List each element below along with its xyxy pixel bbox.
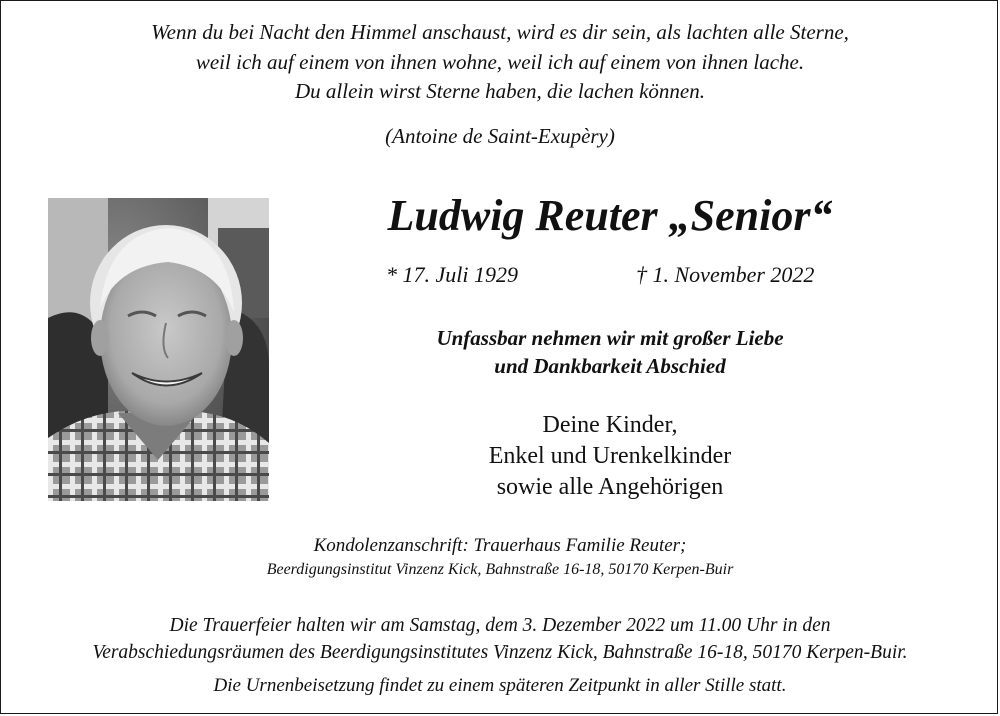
- farewell-message: [330, 324, 890, 380]
- quote-line: Du allein wirst Sterne haben, die lachen können.: [294, 79, 705, 103]
- service-line: Die Trauerfeier halten wir am Samstag, dem 3. Dezember 2022 um 11.00 Uhr in den: [169, 615, 831, 636]
- farewell-line: Unfassbar nehmen wir mit großer Liebe: [436, 326, 784, 350]
- opening-quote: [0, 18, 1000, 107]
- portrait-photo: [48, 198, 269, 501]
- death-date: † 1. November 2022: [636, 262, 815, 287]
- portrait-illustration: [48, 198, 269, 501]
- deceased-name: Ludwig Reuter „Senior“: [387, 191, 833, 240]
- birth-date: * 17. Juli 1929: [386, 262, 518, 287]
- family-line: Deine Kinder,: [542, 412, 678, 438]
- quote-line: weil ich auf einem von ihnen wohne, weil ich auf einem von ihnen lache.: [195, 49, 805, 74]
- quote-line: Wenn du bei Nacht den Himmel anschaust, wird es dir sein, als lachten alle Sterne,: [151, 20, 849, 44]
- family-line: Enkel und Urenkelkinder: [488, 443, 732, 469]
- urn-burial-note: Die Urnenbeisetzung findet zu einem späteren Zeitpunkt in aller Stille statt.: [213, 675, 787, 696]
- quote-author: (Antoine de Saint-Exupèry): [385, 124, 615, 148]
- service-line: Verabschiedungsräumen des Beerdigungsinstitutes Vinzenz Kick, Bahnstraße 16-18, 50170 Kerpen-Buir.: [92, 642, 908, 663]
- family-signature: [330, 410, 890, 503]
- family-line: sowie alle Angehörigen: [496, 474, 724, 500]
- funeral-home-address: Beerdigungsinstitut Vinzenz Kick, Bahnstraße 16-18, 50170 Kerpen-Buir: [266, 561, 734, 578]
- farewell-line: und Dankbarkeit Abschied: [494, 354, 726, 378]
- service-announcement: [0, 612, 1000, 666]
- condolence-address: Kondolenzanschrift: Trauerhaus Familie Reuter;: [313, 535, 687, 556]
